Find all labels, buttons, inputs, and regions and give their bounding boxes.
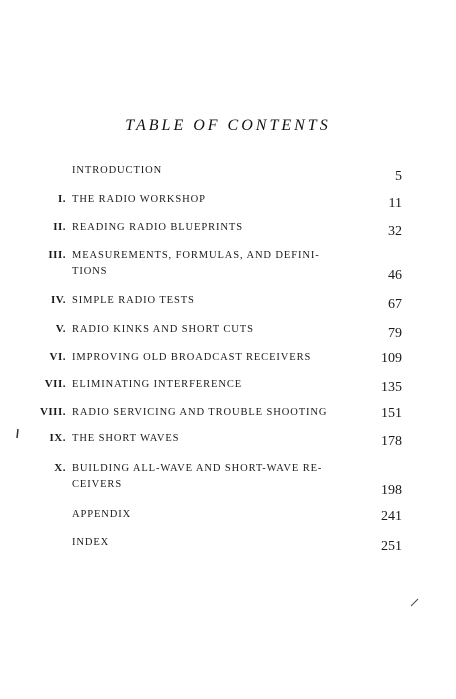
chapter-number: X. [54, 462, 66, 474]
page-number: 11 [388, 196, 402, 211]
stray-mark [15, 428, 21, 440]
stray-mark [410, 597, 420, 607]
chapter-title: RADIO KINKS AND SHORT CUTS [72, 324, 254, 335]
chapter-title: APPENDIX [72, 509, 132, 520]
page-number: 151 [381, 406, 402, 421]
page-title: TABLE OF CONTENTS [125, 117, 331, 134]
page-number: 79 [388, 326, 402, 341]
page-number: 67 [388, 297, 402, 312]
chapter-number: VI. [49, 351, 66, 363]
page-number: 46 [388, 268, 402, 283]
chapter-number: VIII. [39, 406, 66, 418]
page-number: 251 [381, 539, 402, 554]
chapter-title: THE RADIO WORKSHOP [72, 194, 206, 205]
page-number: 32 [388, 224, 402, 239]
chapter-title: MEASUREMENTS, FORMULAS, AND DEFINI- TIONS [72, 250, 320, 277]
page-number: 5 [395, 169, 402, 184]
chapter-number: II. [53, 221, 66, 233]
chapter-number: III. [48, 249, 66, 261]
page-number: 241 [381, 509, 402, 524]
chapter-title: THE SHORT WAVES [72, 433, 180, 444]
chapter-number: V. [55, 323, 66, 335]
chapter-number: IV. [50, 294, 66, 306]
chapter-title: INDEX [72, 537, 110, 548]
chapter-number: IX. [49, 432, 66, 444]
page-number: 198 [381, 483, 402, 498]
chapter-number: VII. [44, 378, 66, 390]
page-number: 135 [381, 380, 402, 395]
chapter-title: IMPROVING OLD BROADCAST RECEIVERS [72, 352, 312, 363]
page-number: 109 [381, 351, 402, 366]
page-number: 178 [381, 434, 402, 449]
chapter-title: RADIO SERVICING AND TROUBLE SHOOTING [72, 407, 328, 418]
chapter-title: SIMPLE RADIO TESTS [72, 295, 195, 306]
chapter-title: ELIMINATING INTERFERENCE [72, 379, 243, 390]
chapter-title: INTRODUCTION [72, 165, 163, 176]
chapter-title: READING RADIO BLUEPRINTS [72, 222, 243, 233]
chapter-title: BUILDING ALL-WAVE AND SHORT-WAVE RE- CEIVERS [72, 463, 323, 490]
chapter-number: I. [57, 193, 66, 205]
